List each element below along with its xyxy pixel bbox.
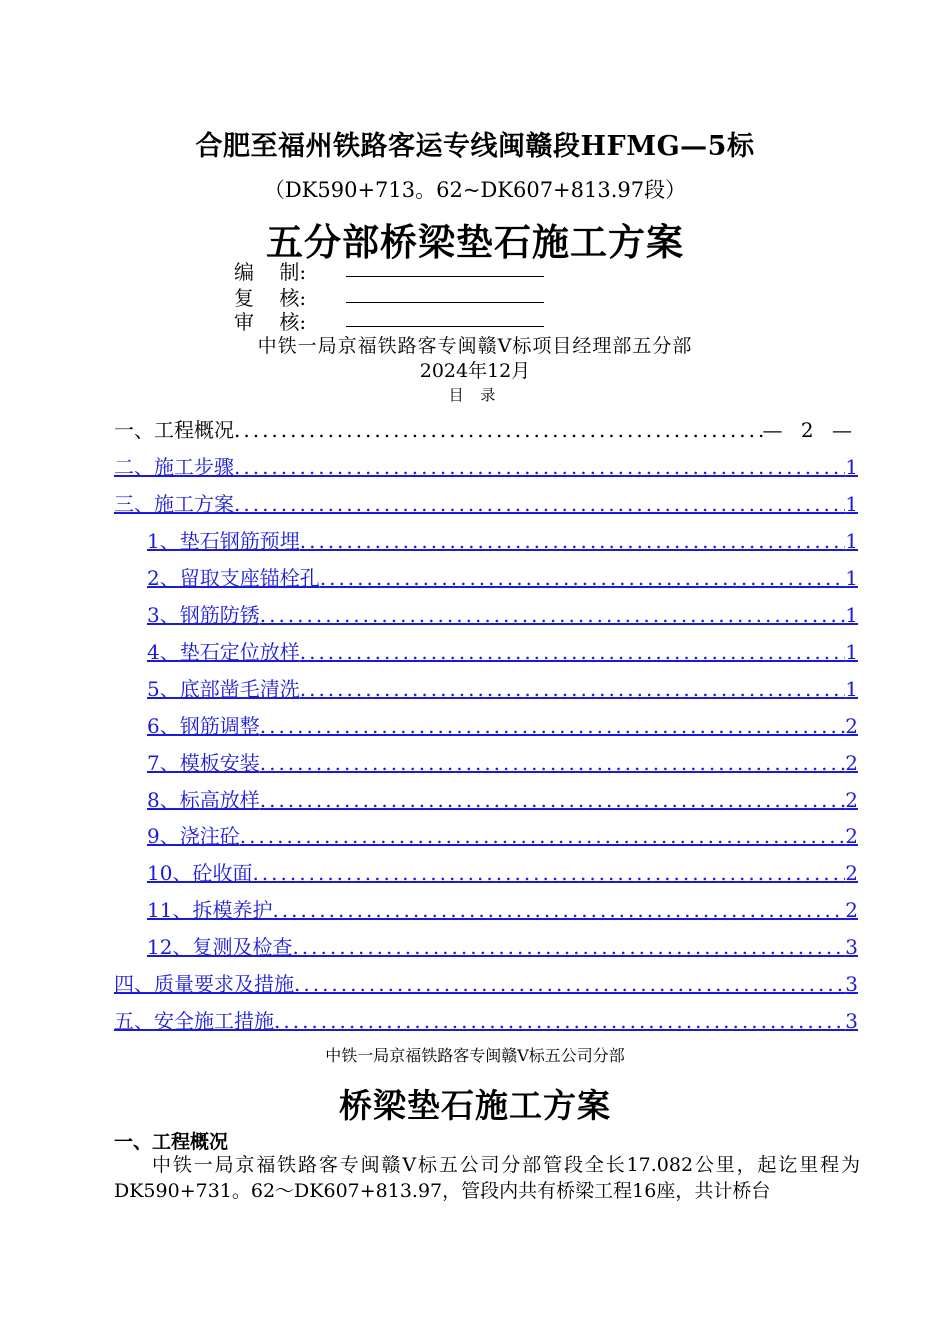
toc-leader-dots [240, 824, 846, 848]
toc-entry-title: 10、砼收面 [147, 861, 253, 885]
toc-leader-dots [260, 714, 846, 738]
toc-link[interactable] [147, 562, 858, 588]
toc-leader-dots [234, 455, 845, 479]
toc-entry-page: — 2 — [762, 418, 858, 442]
toc-leader-dots [292, 935, 845, 959]
sign-field-label: 审 核: [234, 310, 307, 334]
toc-leader-dots [234, 492, 845, 516]
signature-line [346, 276, 544, 277]
toc-entry-title: 9、浇注砼 [147, 824, 240, 848]
toc-entry-page: 1 [845, 603, 858, 627]
toc-link[interactable] [114, 968, 858, 994]
toc-link[interactable] [114, 488, 858, 514]
toc-link[interactable] [147, 820, 858, 846]
toc-leader-dots [234, 418, 763, 442]
toc-leader-dots [260, 603, 846, 627]
toc-leader-dots [260, 751, 846, 775]
toc-link[interactable] [147, 599, 858, 625]
toc-link[interactable] [147, 784, 858, 810]
signature-line [346, 302, 544, 303]
toc-entry-title: 2、留取支座锚栓孔 [147, 566, 320, 590]
toc-leader-dots [252, 861, 845, 885]
toc-entry-page: 2 [845, 788, 858, 812]
toc-entry-page: 1 [845, 640, 858, 664]
toc-entry-title: 12、复测及检查 [147, 935, 293, 959]
toc-link[interactable] [147, 894, 858, 920]
body-title: 桥梁垫石施工方案 [339, 1086, 611, 1125]
toc-entry-title: 一、工程概况 [114, 418, 234, 442]
toc-link[interactable] [147, 525, 858, 551]
cover-organization: 中铁一局京福铁路客专闽赣Ⅴ标项目经理部五分部 [257, 335, 693, 357]
toc-entry-title: 五、安全施工措施 [114, 1009, 274, 1033]
toc-link[interactable] [147, 636, 858, 662]
sign-field-label: 复 核: [234, 286, 307, 310]
toc-entry-title: 4、垫石定位放样 [147, 640, 300, 664]
toc-entry-title: 四、质量要求及措施 [114, 972, 294, 996]
toc-heading: 目 录 [448, 386, 502, 404]
toc-entry-page: 1 [845, 529, 858, 553]
signature-line [346, 326, 544, 327]
toc-entry-title: 8、标高放样 [147, 788, 260, 812]
toc-leader-dots [300, 529, 846, 553]
toc-leader-dots [274, 1009, 845, 1033]
toc-leader-dots [300, 640, 846, 664]
toc-entry-title: 5、底部凿毛清洗 [147, 677, 300, 701]
body-paragraph: 中铁一局京福铁路客专闽赣Ⅴ标五公司分部管段全长17.082公里，起讫里程为DK590+731。62～DK607+813.97，管段内共有桥梁工程16座，共计桥台 [114, 1154, 860, 1202]
toc-leader-dots [300, 677, 846, 701]
toc-entry-page: 2 [845, 898, 858, 922]
toc-leader-dots [320, 566, 846, 590]
toc-link[interactable] [114, 1005, 858, 1031]
toc-leader-dots [272, 898, 845, 922]
cover-main-title: 五分部桥梁垫石施工方案 [266, 220, 684, 264]
toc-entry-title: 7、模板安装 [147, 751, 260, 775]
toc-link[interactable] [147, 673, 858, 699]
cover-title-line2: （DK590+713。62~DK607+813.97段） [263, 178, 687, 202]
toc-entry-page: 2 [845, 861, 858, 885]
sign-field-approve [234, 306, 344, 334]
sign-field-label: 编 制: [234, 260, 307, 284]
toc-entry[interactable] [114, 414, 858, 440]
toc-entry-page: 2 [845, 824, 858, 848]
body-organization: 中铁一局京福铁路客专闽赣Ⅴ标五公司分部 [325, 1046, 625, 1065]
toc-link[interactable] [147, 710, 858, 736]
toc-leader-dots [294, 972, 845, 996]
toc-link[interactable] [147, 747, 858, 773]
toc-entry-page: 2 [845, 714, 858, 738]
toc-entry-title: 三、施工方案 [114, 492, 234, 516]
toc-entry-page: 1 [845, 492, 858, 516]
toc-entry-title: 11、拆模养护 [147, 898, 273, 922]
toc-entry-title: 1、垫石钢筋预埋 [147, 529, 300, 553]
toc-link[interactable] [114, 451, 858, 477]
toc-link[interactable] [147, 857, 858, 883]
toc-entry-page: 2 [845, 751, 858, 775]
cover-date: 2024年12月 [419, 360, 531, 382]
toc-entry-title: 6、钢筋调整 [147, 714, 260, 738]
toc-link[interactable] [147, 931, 858, 957]
toc-entry-page: 1 [845, 455, 858, 479]
toc-entry-page: 3 [845, 972, 858, 996]
toc-entry-title: 3、钢筋防锈 [147, 603, 260, 627]
sign-field-compile [234, 256, 344, 284]
toc-leader-dots [260, 788, 846, 812]
toc-entry-page: 1 [845, 566, 858, 590]
section-heading: 一、工程概况 [114, 1131, 229, 1153]
sign-field-review [234, 282, 344, 310]
toc-entry-page: 3 [845, 1009, 858, 1033]
toc-entry-page: 3 [845, 935, 858, 959]
toc-entry-title: 二、施工步骤 [114, 455, 234, 479]
cover-title-line1: 合肥至福州铁路客运专线闽赣段HFMG—5标 [195, 131, 755, 162]
toc-entry-page: 1 [845, 677, 858, 701]
